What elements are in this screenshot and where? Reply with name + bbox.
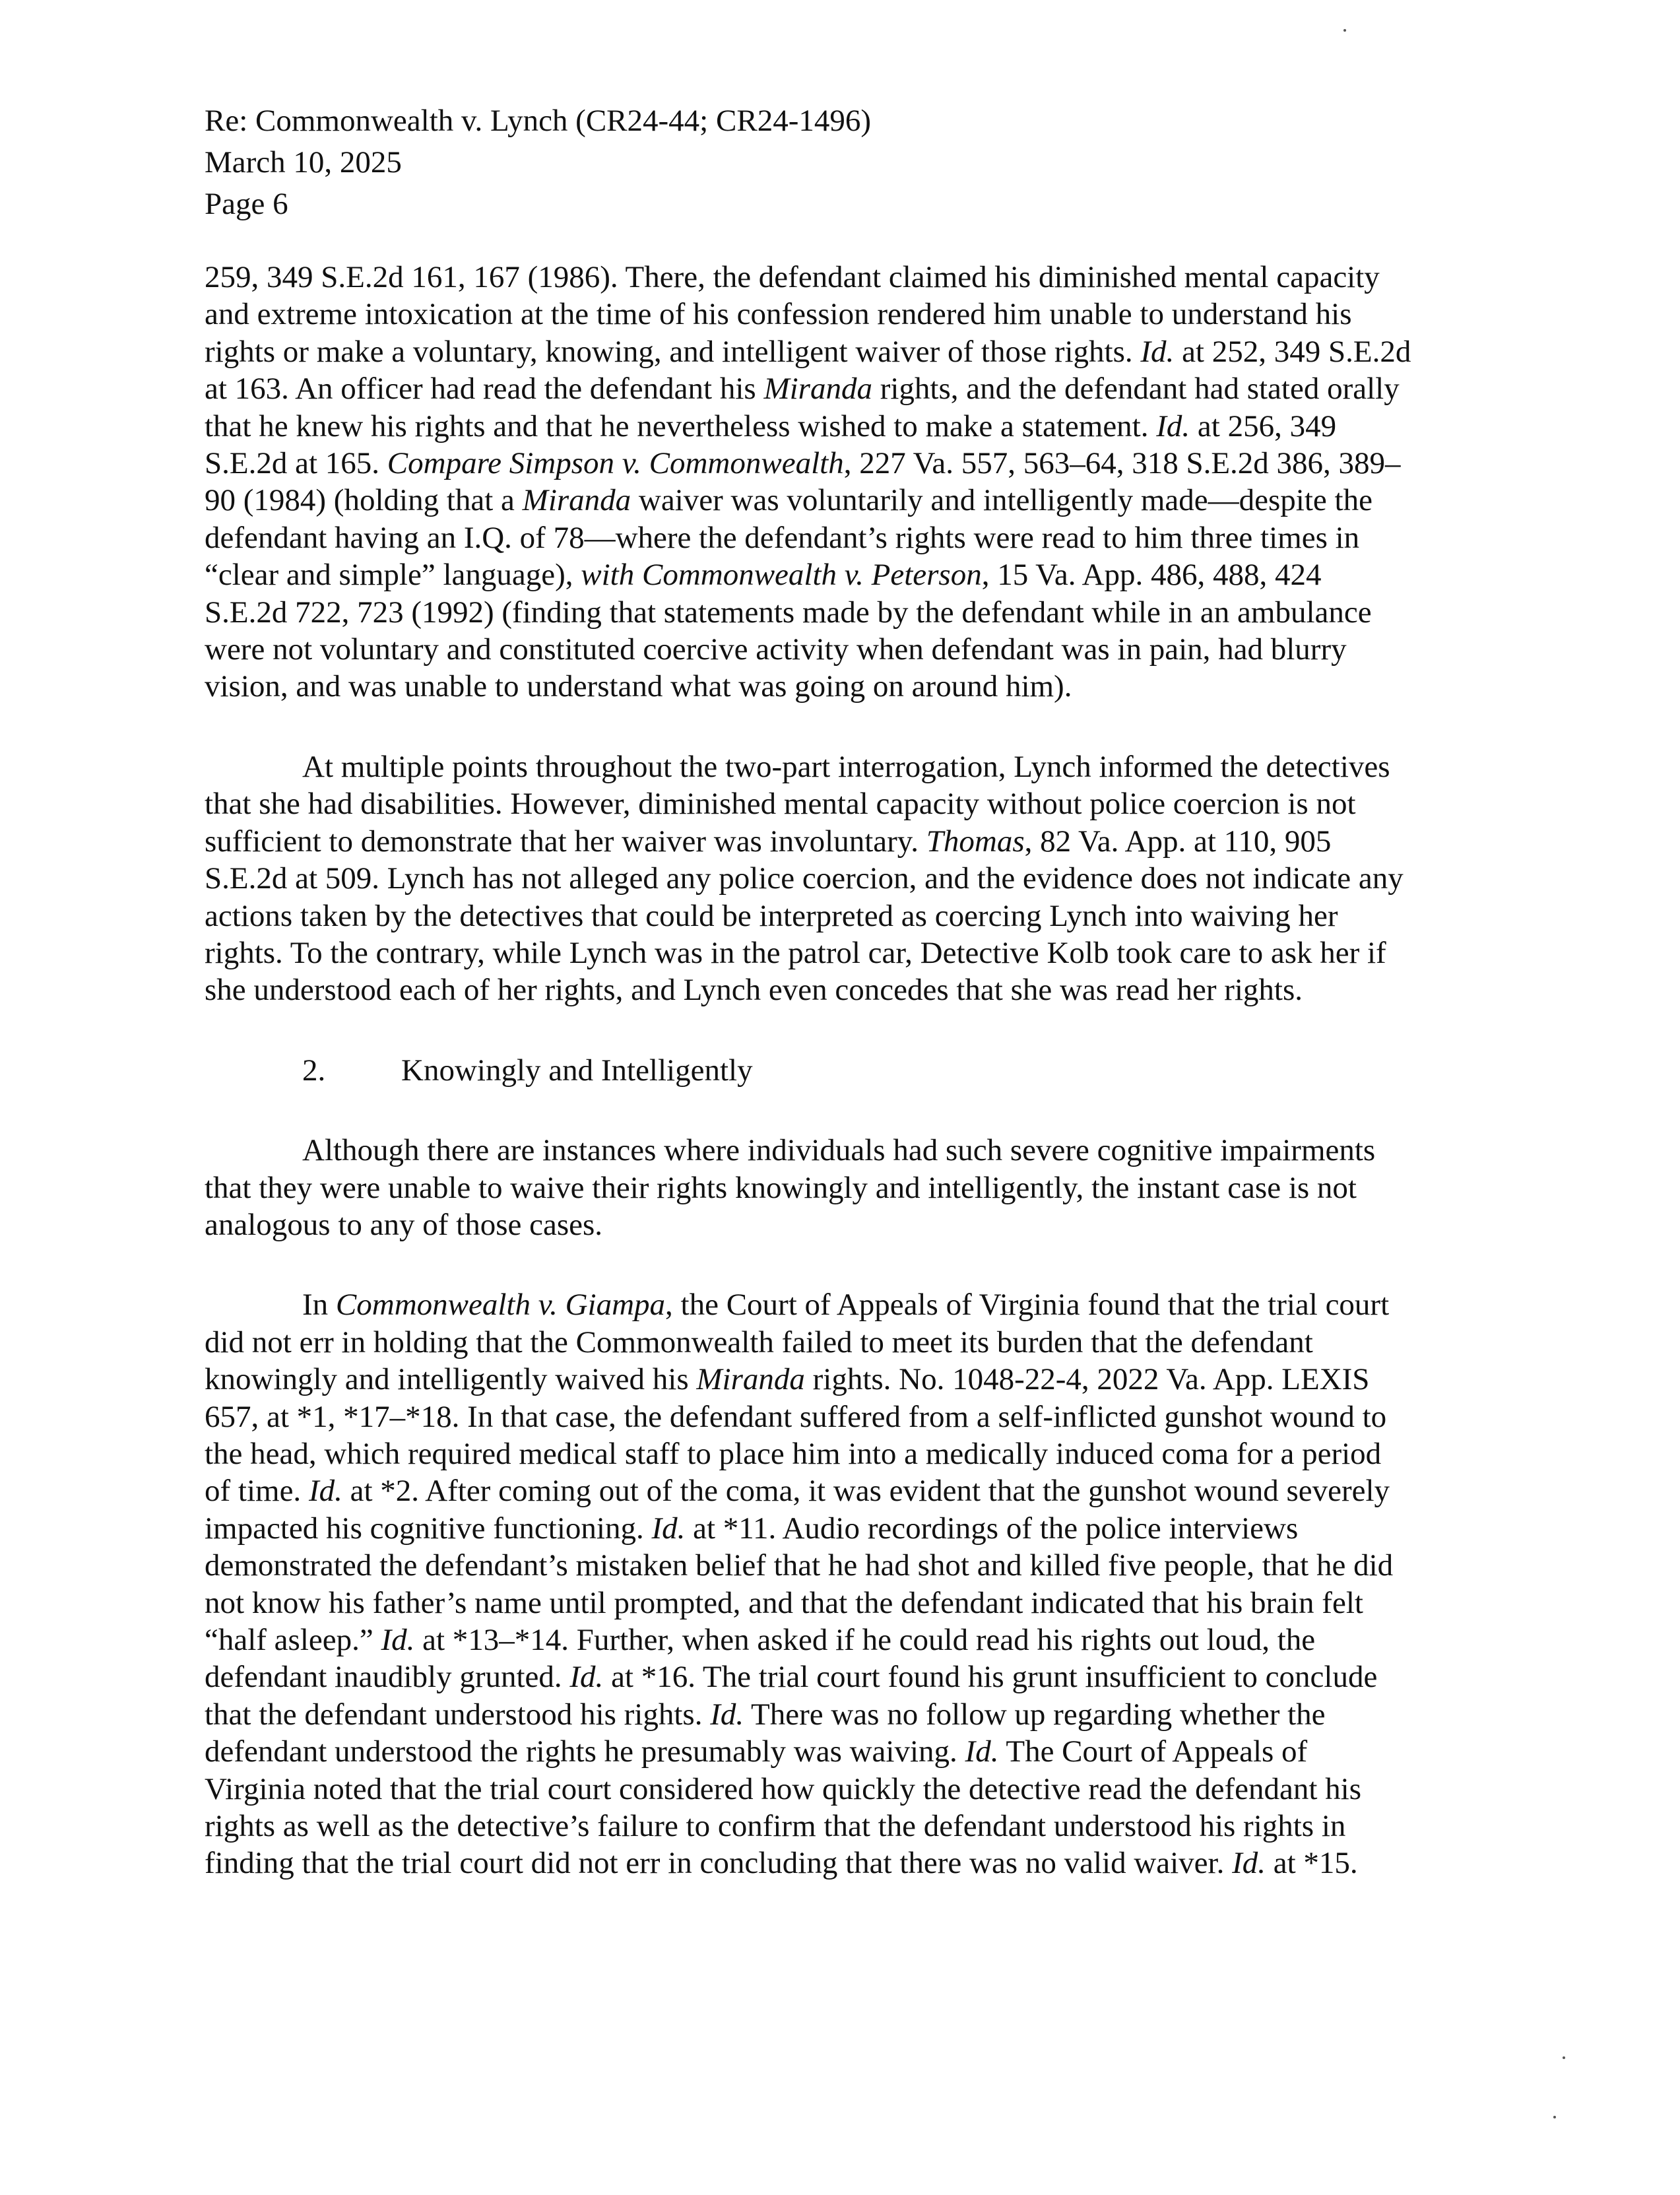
- re-line: Re: Commonwealth v. Lynch (CR24-44; CR24-1496): [205, 104, 871, 138]
- text-line: knowingly and intelligently waived his Miranda rights. No. 1048-22-4, 2022 Va. App. LEXIS: [205, 1362, 1370, 1397]
- text-line: vision, and was unable to understand what was going on around him).: [205, 669, 1072, 704]
- case-name: Miranda: [522, 483, 631, 518]
- text-line: “clear and simple” language), with Commonwealth v. Peterson, 15 Va. App. 486, 488, 424: [205, 558, 1322, 593]
- citation-id: Id.: [1232, 1846, 1266, 1881]
- citation-id: Id.: [381, 1623, 415, 1657]
- text-line: 259, 349 S.E.2d 161, 167 (1986). There, the defendant claimed his diminished mental capacity: [205, 260, 1380, 294]
- case-name: with Commonwealth v. Peterson: [581, 558, 982, 593]
- scan-speck: [1563, 2056, 1565, 2059]
- letter-date: March 10, 2025: [205, 145, 402, 180]
- text-line: 90 (1984) (holding that a Miranda waiver was voluntarily and intelligently made—despite the: [205, 483, 1373, 518]
- text-line: “half asleep.” Id. at *13–*14. Further, when asked if he could read his rights out loud, the: [205, 1623, 1316, 1657]
- scan-speck: [1343, 29, 1346, 32]
- text-line: finding that the trial court did not err in concluding that there was no valid waiver. Id. at *15.: [205, 1846, 1358, 1881]
- text-line: actions taken by the detectives that could be interpreted as coercing Lynch into waiving her: [205, 898, 1338, 933]
- text-line: that they were unable to waive their rights knowingly and intelligently, the instant case is not: [205, 1170, 1357, 1205]
- text-line: rights or make a voluntary, knowing, and intelligent waiver of those rights. Id. at 252, 349 S.E.2d: [205, 334, 1411, 369]
- text-line: S.E.2d 722, 723 (1992) (finding that statements made by the defendant while in an ambulance: [205, 595, 1372, 630]
- citation-id: Id.: [710, 1697, 744, 1732]
- text-line: that he knew his rights and that he nevertheless wished to make a statement. Id. at 256, 349: [205, 409, 1337, 443]
- text-line: rights as well as the detective’s failure to confirm that the defendant understood his rights in: [205, 1809, 1346, 1844]
- text-line: not know his father’s name until prompted, and that the defendant indicated that his brain felt: [205, 1585, 1363, 1620]
- citation-id: Id.: [1156, 409, 1190, 443]
- text-line: the head, which required medical staff to place him into a medically induced coma for a period: [205, 1436, 1382, 1471]
- text-line: she understood each of her rights, and Lynch even concedes that she was read her rights.: [205, 973, 1303, 1008]
- text-line: analogous to any of those cases.: [205, 1207, 603, 1242]
- text-line: that she had disabilities. However, diminished mental capacity without police coercion is not: [205, 787, 1356, 822]
- text-line: that the defendant understood his rights. Id. There was no follow up regarding whether the: [205, 1697, 1326, 1732]
- section-number: 2.: [302, 1053, 326, 1088]
- text-line: S.E.2d at 509. Lynch has not alleged any police coercion, and the evidence does not indicate any: [205, 861, 1404, 896]
- text-line: In Commonwealth v. Giampa, the Court of Appeals of Virginia found that the trial court: [302, 1288, 1390, 1323]
- case-name: Commonwealth v. Giampa: [335, 1288, 666, 1323]
- text-line: did not err in holding that the Commonwealth failed to meet its burden that the defendant: [205, 1325, 1313, 1360]
- text-line: defendant having an I.Q. of 78—where the defendant’s rights were read to him three times in: [205, 520, 1360, 555]
- text-line: and extreme intoxication at the time of his confession rendered him unable to understand his: [205, 297, 1352, 332]
- citation-id: Id.: [1140, 334, 1175, 369]
- letter-body: [205, 259, 1485, 1882]
- case-name: Miranda: [696, 1362, 805, 1397]
- letter-header: [205, 100, 1458, 225]
- text-line: Although there are instances where individuals had such severe cognitive impairments: [302, 1133, 1376, 1168]
- text-line: rights. To the contrary, while Lynch was in the patrol car, Detective Kolb took care to ask her if: [205, 935, 1386, 970]
- text-line: defendant understood the rights he presumably was waiving. Id. The Court of Appeals of: [205, 1734, 1308, 1769]
- text-line: at 163. An officer had read the defendant his Miranda rights, and the defendant had stated orally: [205, 372, 1400, 407]
- paragraph-2: [205, 748, 1485, 1009]
- text-line: were not voluntary and constituted coercive activity when defendant was in pain, had blurry: [205, 632, 1347, 667]
- paragraph-3: [205, 1132, 1485, 1243]
- case-name: Miranda: [763, 372, 872, 407]
- section-heading: [205, 1052, 1485, 1089]
- text-line: S.E.2d at 165. Compare Simpson v. Commonwealth, 227 Va. 557, 563–64, 318 S.E.2d 386, 389–: [205, 446, 1401, 481]
- page-number: Page 6: [205, 187, 288, 221]
- text-line: defendant inaudibly grunted. Id. at *16. The trial court found his grunt insufficient to conclude: [205, 1660, 1378, 1695]
- citation-id: Id.: [308, 1474, 342, 1509]
- text-line: impacted his cognitive functioning. Id. at *11. Audio recordings of the police interviews: [205, 1511, 1299, 1546]
- text-line: sufficient to demonstrate that her waiver was involuntary. Thomas, 82 Va. App. at 110, 905: [205, 824, 1332, 859]
- case-name: Thomas: [926, 824, 1025, 859]
- text-line: Virginia noted that the trial court considered how quickly the detective read the defendant his: [205, 1771, 1361, 1806]
- case-name: Compare Simpson v. Commonwealth: [387, 446, 844, 481]
- text-line: of time. Id. at *2. After coming out of the coma, it was evident that the gunshot wound severely: [205, 1474, 1390, 1509]
- citation-id: Id.: [965, 1734, 999, 1769]
- text-line: demonstrated the defendant’s mistaken belief that he had shot and killed five people, that he did: [205, 1548, 1394, 1583]
- paragraph-4: [205, 1286, 1485, 1882]
- citation-id: Id.: [569, 1660, 604, 1695]
- scan-speck: [1553, 2116, 1556, 2118]
- text-line: At multiple points throughout the two-part interrogation, Lynch informed the detectives: [302, 749, 1390, 784]
- paragraph-1: [205, 259, 1485, 705]
- text-line: 657, at *1, *17–*18. In that case, the defendant suffered from a self-inflicted gunshot wound to: [205, 1399, 1387, 1434]
- section-title: Knowingly and Intelligently: [401, 1053, 753, 1088]
- citation-id: Id.: [651, 1511, 686, 1546]
